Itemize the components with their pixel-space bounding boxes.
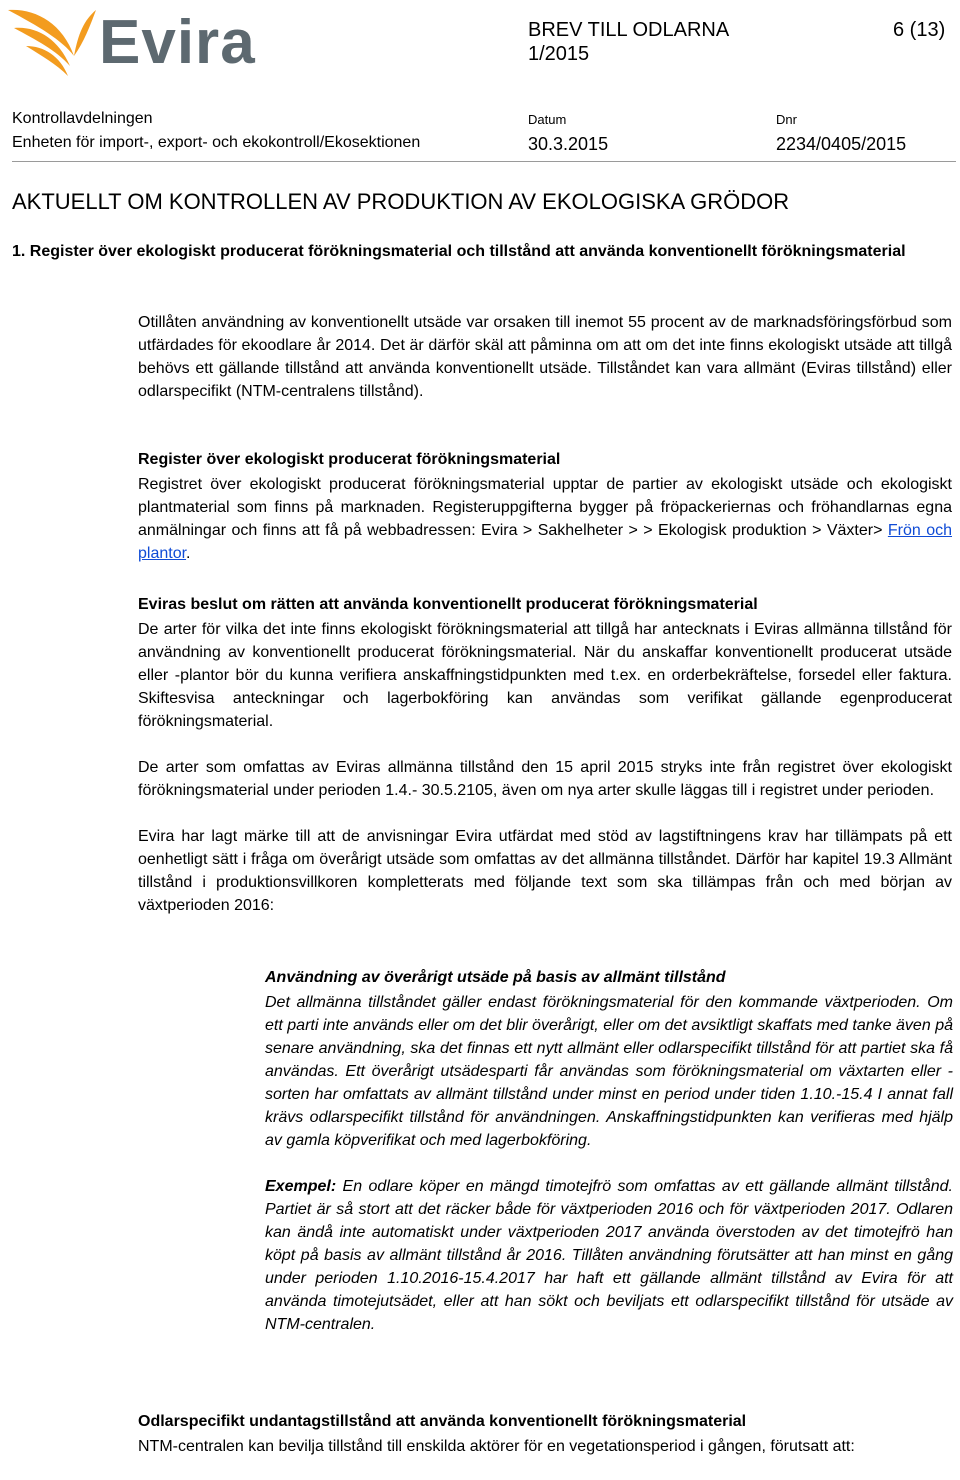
document-type-line2: 1/2015 xyxy=(528,43,590,65)
unit: Enheten för import-, export- och ekokontroll/Ekosektionen xyxy=(12,134,421,151)
undantag-heading: Odlarspecifikt undantagstillstånd att använda konventionellt förökningsmaterial xyxy=(138,1413,747,1430)
register-heading: Register över ekologiskt producerat förökningsmaterial xyxy=(138,451,561,468)
quoted-rule xyxy=(265,966,953,1336)
beslut-heading: Eviras beslut om rätten att använda konventionellt producerat förökningsmaterial xyxy=(138,596,758,613)
beslut-paragraph-2: De arter som omfattas av Eviras allmänna tillstånd den 15 april 2015 stryks inte från registret över ekologiskt förökningsmaterial under perioden 1.4.- 30.5.2105, även om nya arter skulle läggas till i registret under perioden. xyxy=(138,759,952,799)
dnr-value: 2234/0405/2015 xyxy=(776,134,907,154)
register-paragraph xyxy=(138,473,952,565)
document-type-line1: BREV TILL ODLARNA xyxy=(528,19,730,41)
example-paragraph xyxy=(265,1175,953,1336)
beslut-paragraph-3: Evira har lagt märke till att de anvisningar Evira utfärdat med stöd av lagstiftningens krav har tillämpats på ett oenhetligt sätt i fråga om överårigt utsäde som omfattas av det allmänna tillståndet. Därför har kapitel 19.3 Allmänt tillstånd i produktionsvillkoren kompletterats med följande text som ska tillämpas från och med början av växtperioden 2016: xyxy=(138,828,952,914)
logo-leaf-icon xyxy=(4,4,99,78)
register-end: . xyxy=(186,545,191,562)
logo-wordmark: Evira xyxy=(99,8,256,77)
dnr-label: Dnr xyxy=(776,112,797,127)
undantag-section xyxy=(138,1410,952,1458)
quote-heading: Användning av överårigt utsäde på basis av allmänt tillstånd xyxy=(265,969,726,986)
fron-och-plantor-link[interactable]: Frön och plantor xyxy=(138,522,953,562)
evira-logo xyxy=(4,4,256,78)
undantag-text: NTM-centralen kan bevilja tillstånd till enskilda aktörer för en vegetationsperiod i gången, förutsatt att: xyxy=(138,1438,855,1455)
beslut-paragraph-1: De arter för vilka det inte finns ekologiskt förökningsmaterial att tillgå har antecknats i Eviras allmänna tillstånd för användning av konventionellt producerat förökningsmaterial. När du anskaffar konventionellt producerat utsäde eller -plantor bör du kunna verifiera anskaffningstidpunkten med t.ex. en orderbekräftelse, forsedel eller faktura. Skiftesvisa anteckningar och lagerbokföring kan användas som verifikat gällande egenproducerat förökningsmaterial. xyxy=(138,621,952,730)
department: Kontrollavdelningen xyxy=(12,110,153,127)
example-text: En odlare köper en mängd timotejfrö som omfattas av ett gällande allmänt tillstånd. Partiet är så stort att det räcker både för växtperioden 2016 och för växtperioden 2017. Odlaren kan ändå inte automatiskt under växtperioden 2017 använda överstoden av det timotejfrö han köpt på basis av allmänt tillstånd år 2016. Tillåten användning förutsätter att han minst en gång under perioden 1.10.2016-15.4.2017 har haft ett gällande allmänt tillstånd av Evira för att använda timotejutsädet, eller att han sökt och beviljats ett odlarspecifikt tillstånd för utsäde av NTM-centralen. xyxy=(265,1178,953,1333)
document-type xyxy=(528,18,788,66)
header-divider xyxy=(12,161,956,162)
page-number: 6 (13) xyxy=(893,19,946,41)
intro-paragraph xyxy=(138,311,952,403)
register-section xyxy=(138,448,952,565)
date-label: Datum xyxy=(528,112,567,127)
register-text: Registret över ekologiskt producerat förökningsmaterial upptar de partier av ekologiskt utsäde och ekologiskt plantmaterial som finns på marknaden. Registeruppgifterna bygger på fröpackeriernas och fröhandlarnas egna anmälningar och finns att få på webbadressen: Evira > Sakhelheter > > Ekologisk produktion > Växter> xyxy=(138,476,952,539)
beslut-section xyxy=(138,593,952,917)
section-heading: 1. Register över ekologiskt producerat förökningsmaterial och tillstånd att använda konventionellt förökningsmaterial xyxy=(12,243,906,260)
example-label: Exempel: xyxy=(265,1178,337,1195)
page-title: AKTUELLT OM KONTROLLEN AV PRODUKTION AV EKOLOGISKA GRÖDOR xyxy=(12,189,790,214)
intro-text: Otillåten användning av konventionellt utsäde var orsaken till inemot 55 procent av de marknadsföringsförbud som utfärdades för ekoodlare år 2014. Det är därför skäl att påminna om att om det inte finns ekologiskt utsäde att tillgå behövs ett gällande tillstånd att använda konventionellt utsäde. Tillståndet kan vara allmänt (Eviras tillstånd) eller odlarspecifikt (NTM-centralens tillstånd). xyxy=(138,314,952,400)
quote-text: Det allmänna tillståndet gäller endast förökningsmaterial för den kommande växtperioden. Om ett parti inte används eller om det blir överårigt, eller om det avsiktligt skaffats med tanke även på senare användning, ska det finnas ett nytt allmänt eller odlarspecifikt tillstånd för att partiet ska få användas. Ett överårigt utsädesparti får användas som förökningsmaterial om växtarten eller -sorten har omfattats av allmänt tillstånd under minst en period under tiden 1.10.-15.4 I annat fall krävs odlarspecifikt tillstånd för användningen. Anskaffningstidpunkten kan verifieras med hjälp av gamla köpverifikat och med lagerbokföring. xyxy=(265,994,953,1149)
date-value: 30.3.2015 xyxy=(528,134,609,154)
